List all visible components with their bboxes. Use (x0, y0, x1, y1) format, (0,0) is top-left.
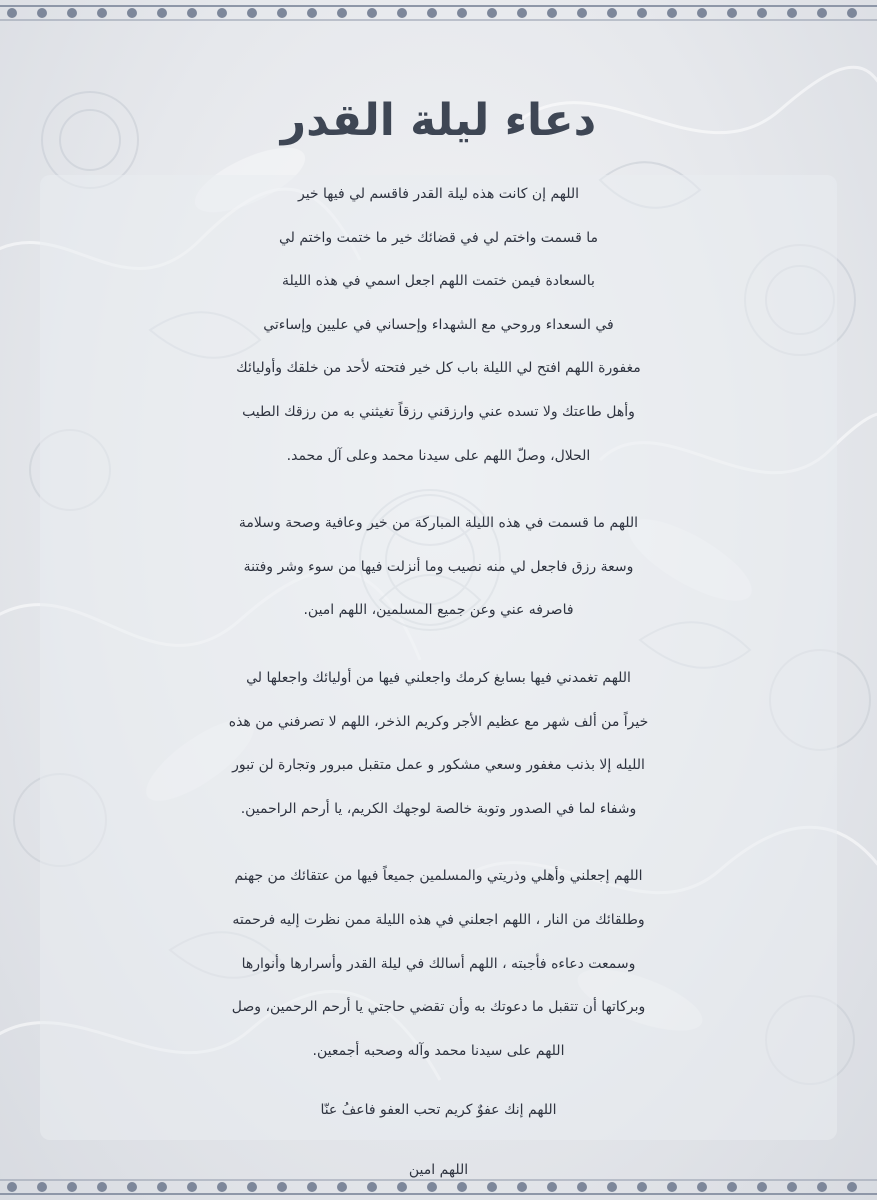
text-line: اللهم ما قسمت في هذه الليلة المباركة من خير وعافية وصحة وسلامة (238, 515, 639, 532)
dua-document (40, 85, 837, 1178)
text-line: الليله إلا بذنب مغفور وسعي مشكور و عمل متقبل مبرور وتجارة لن تبور (232, 757, 645, 774)
text-line: في السعداء وروحي مع الشهداء وإحساني في عليين وإساءتي (263, 316, 614, 333)
text-line: اللهم على سيدنا محمد وآله وصحبه أجمعين. (312, 1042, 565, 1059)
paragraph-5 (40, 1089, 837, 1133)
text-line: وأهل طاعتك ولا تسده عني وارزقني رزقاً تغيثني به من رزقك الطيب (242, 403, 635, 420)
top-ornament-border (0, 0, 877, 26)
text-line: وسمعت دعاءه فأجبته ، اللهم أسالك في ليلة القدر وأسرارها وأنوارها (241, 955, 636, 972)
closing-amen (40, 1149, 837, 1193)
page-title: دعاء ليلة القدر (280, 95, 597, 146)
text-line: اللهم إجعلني وأهلي وذريتي والمسلمين جميعاً فيها من عتقائك من جهنم (234, 868, 643, 885)
text-line: وسعة رزق فاجعل لي منه نصيب وما أنزلت فيها من سوء وشر وفتنة (243, 558, 634, 575)
text-line: الحلال، وصلّ اللهم على سيدنا محمد وعلى آل محمد. (286, 447, 591, 464)
text-line: اللهم امين (408, 1161, 469, 1178)
paragraph-4 (40, 855, 837, 1073)
text-line: بالسعادة فيمن ختمت اللهم اجعل اسمي في هذه الليلة (282, 273, 595, 290)
paragraph-1 (40, 173, 837, 478)
paragraph-3 (40, 657, 837, 831)
dua-text (40, 173, 837, 1192)
paragraph-2 (40, 502, 837, 633)
text-line: فاصرفه عني وعن جميع المسلمين، اللهم امين. (303, 602, 574, 619)
text-line: خيراً من ألف شهر مع عظيم الأجر وكريم الذخر، اللهم لا تصرفني من هذه (228, 713, 649, 730)
text-line: وبركاتها أن تتقبل ما دعوتك به وأن تقضي حاجتي يا أرحم الرحمين، وصل (231, 999, 646, 1016)
text-line: اللهم إنك عفوٌ كريم تحب العفو فاعفُ عنّا (320, 1102, 557, 1119)
text-line: وطلقائك من النار ، اللهم اجعلني في هذه الليلة ممن نظرت إليه فرحمته (232, 911, 645, 928)
text-line: وشفاء لما في الصدور وتوبة خالصة لوجهك الكريم، يا أرحم الراحمين. (240, 800, 637, 817)
text-line: اللهم تغمدني فيها بسابغ كرمك واجعلني فيها من أوليائك واجعلها لي (246, 669, 631, 686)
text-line: ما قسمت واختم لي في قضائك خير ما ختمت واختم لي (278, 229, 599, 246)
text-line: اللهم إن كانت هذه ليلة القدر فاقسم لي فيها خير (297, 186, 580, 202)
text-line: مغفورة اللهم افتح لي الليلة باب كل خير فتحته لأحد من خلقك وأوليائك (236, 360, 641, 377)
